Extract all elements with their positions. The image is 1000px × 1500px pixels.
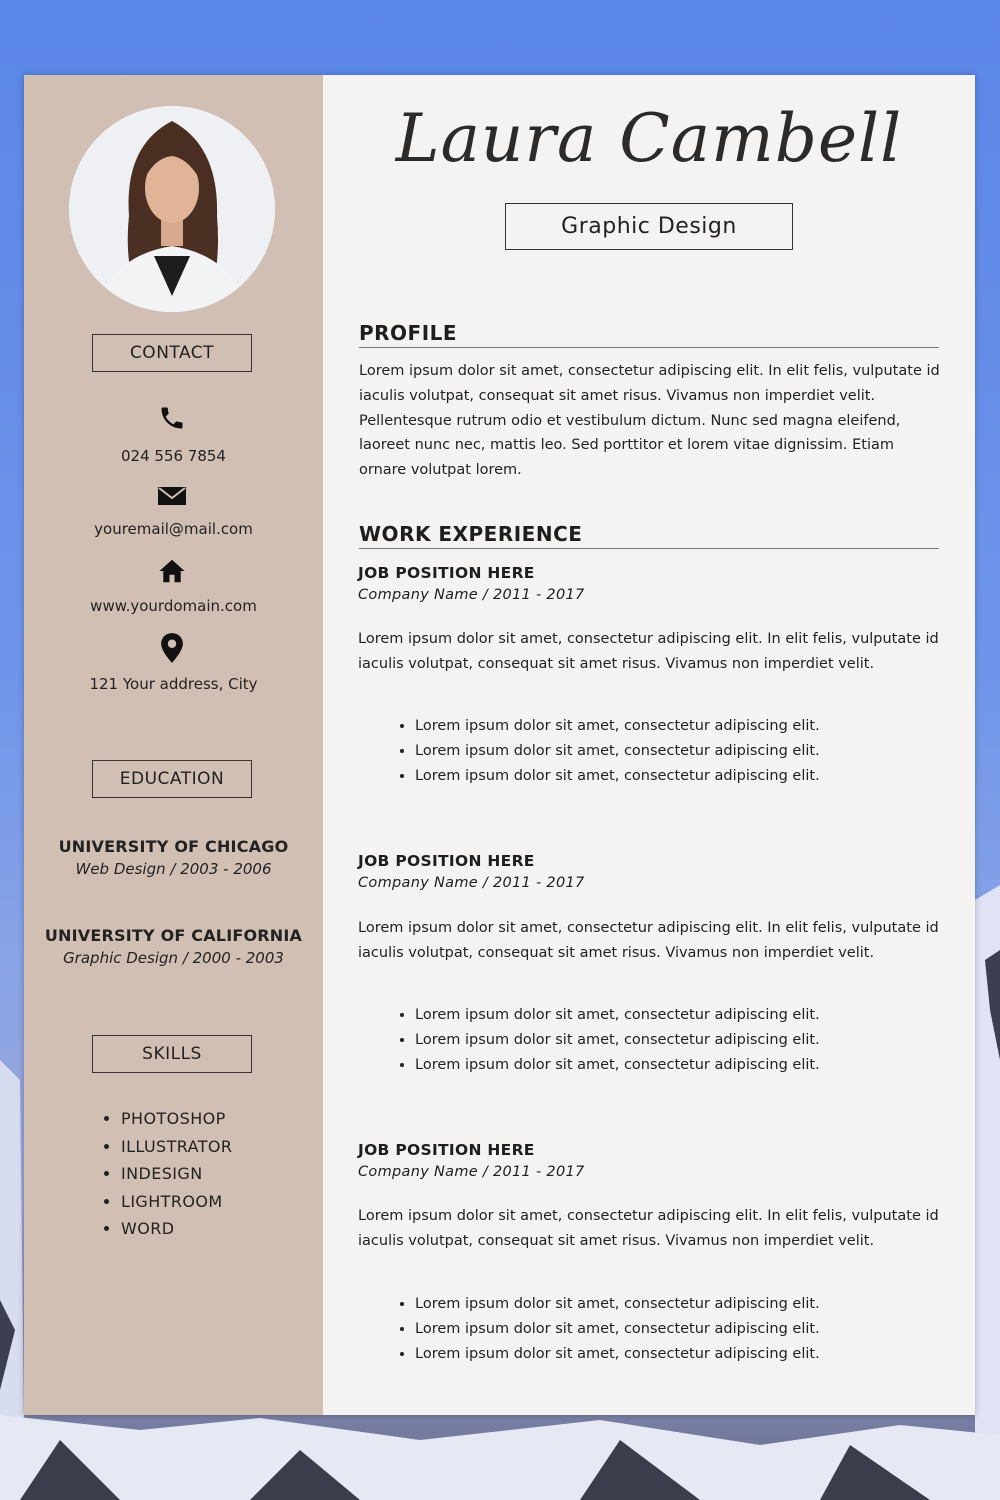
job-bullet: • Lorem ipsum dolor sit amet, consectetur adipiscing elit. — [415, 764, 820, 789]
job-company: Company Name / 2011 - 2017 — [358, 587, 585, 603]
main-content — [323, 75, 975, 1415]
education-detail: Web Design / 2003 - 2006 — [75, 860, 272, 878]
job-bullets — [391, 714, 820, 789]
job-bullet: • Lorem ipsum dolor sit amet, consectetur adipiscing elit. — [415, 1317, 820, 1342]
home-icon — [157, 556, 187, 586]
job-position: JOB POSITION HERE — [358, 852, 535, 870]
education-detail: Graphic Design / 2000 - 2003 — [63, 949, 284, 967]
contact-phone: 024 556 7854 — [121, 447, 226, 465]
candidate-role: Graphic Design — [505, 203, 793, 250]
contact-email: youremail@mail.com — [94, 520, 253, 538]
skills-heading: SKILLS — [92, 1035, 252, 1073]
candidate-name: Laura Cambell — [395, 100, 903, 177]
phone-icon — [157, 403, 187, 433]
job-bullet: • Lorem ipsum dolor sit amet, consectetur adipiscing elit. — [415, 1003, 820, 1028]
skill-item: • LIGHTROOM — [121, 1188, 232, 1216]
job-bullet: • Lorem ipsum dolor sit amet, consectetur adipiscing elit. — [415, 1342, 820, 1367]
profile-photo — [69, 106, 275, 312]
job-company: Company Name / 2011 - 2017 — [358, 875, 585, 891]
job-bullet: • Lorem ipsum dolor sit amet, consectetur adipiscing elit. — [415, 714, 820, 739]
sidebar — [24, 75, 323, 1415]
profile-heading: PROFILE — [359, 321, 939, 348]
job-description: Lorem ipsum dolor sit amet, consectetur adipiscing elit. In elit felis, vulputate id iaculis volutpat, consequat sit amet risus. Vivamus non imperdiet velit. — [358, 631, 939, 672]
job-bullet: • Lorem ipsum dolor sit amet, consectetur adipiscing elit. — [415, 1028, 820, 1053]
skill-item: • ILLUSTRATOR — [121, 1133, 232, 1161]
job-bullet: • Lorem ipsum dolor sit amet, consectetur adipiscing elit. — [415, 739, 820, 764]
profile-text: Lorem ipsum dolor sit amet, consectetur adipiscing elit. In elit felis, vulputate id iaculis volutpat, consequat sit amet risus. Vivamus non imperdiet velit. Pellentesque rutrum odio et vestibulum dictum. Nunc sed magna eleifend, laoreet nunc nec, mattis leo. Sed porttitor et lorem vitae dignissim. Etiam ornare volutpat lorem. — [359, 363, 940, 479]
work-heading: WORK EXPERIENCE — [359, 522, 939, 549]
portrait-illustration — [69, 106, 275, 312]
skill-item: • PHOTOSHOP — [121, 1105, 232, 1133]
skill-item: • INDESIGN — [121, 1160, 232, 1188]
location-pin-icon — [157, 633, 187, 663]
skill-item: • WORD — [121, 1215, 232, 1243]
contact-website: www.yourdomain.com — [90, 597, 257, 615]
job-bullet: • Lorem ipsum dolor sit amet, consectetur adipiscing elit. — [415, 1053, 820, 1078]
mail-icon — [157, 481, 187, 511]
resume-page — [24, 75, 975, 1415]
job-description: Lorem ipsum dolor sit amet, consectetur adipiscing elit. In elit felis, vulputate id iaculis volutpat, consequat sit amet risus. Vivamus non imperdiet velit. — [358, 920, 939, 961]
job-position: JOB POSITION HERE — [358, 1141, 535, 1159]
job-company: Company Name / 2011 - 2017 — [358, 1164, 585, 1180]
job-bullet: • Lorem ipsum dolor sit amet, consectetur adipiscing elit. — [415, 1292, 820, 1317]
job-description: Lorem ipsum dolor sit amet, consectetur adipiscing elit. In elit felis, vulputate id iaculis volutpat, consequat sit amet risus. Vivamus non imperdiet velit. — [358, 1208, 939, 1249]
education-school: UNIVERSITY OF CALIFORNIA — [44, 926, 303, 945]
job-position: JOB POSITION HERE — [358, 564, 535, 582]
contact-heading: CONTACT — [92, 334, 252, 372]
job-bullets — [391, 1003, 820, 1078]
contact-address: 121 Your address, City — [89, 675, 258, 693]
education-school: UNIVERSITY OF CHICAGO — [58, 837, 289, 856]
skills-list — [94, 1105, 232, 1243]
education-heading: EDUCATION — [92, 760, 252, 798]
job-bullets — [391, 1292, 820, 1367]
